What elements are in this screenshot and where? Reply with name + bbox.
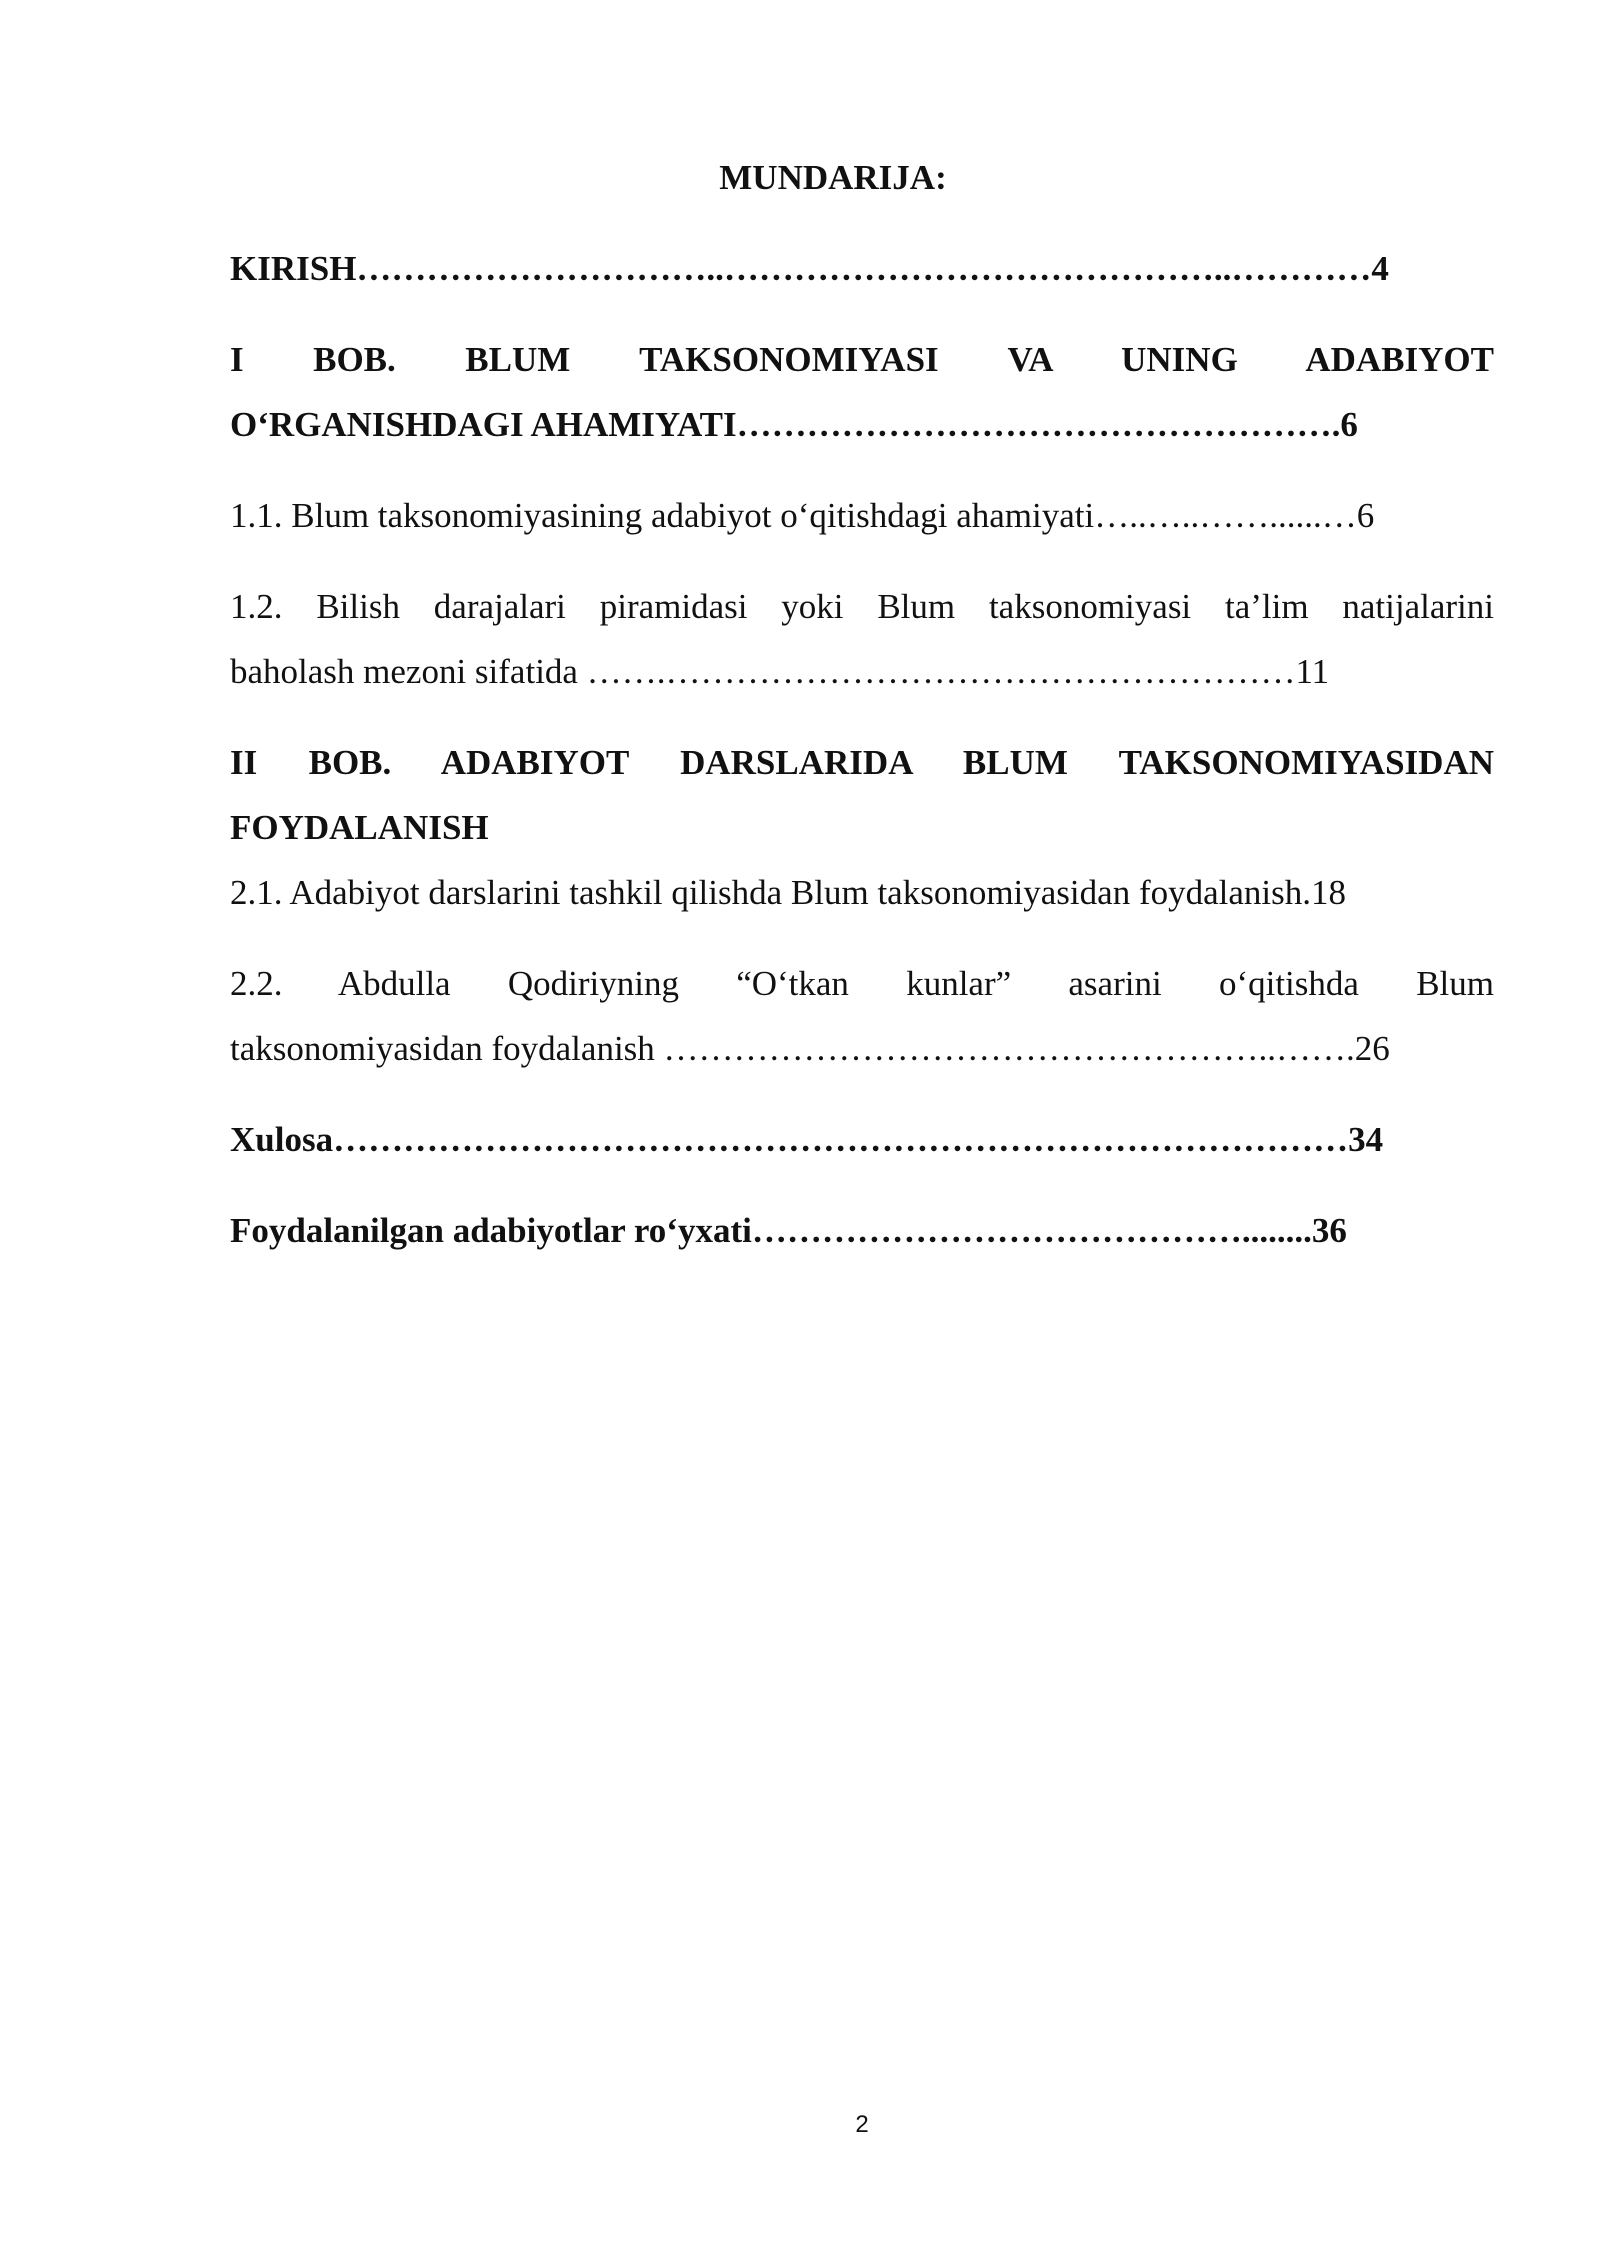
page-number: 2 <box>855 2111 869 2138</box>
toc-entry-section-2-2-line-1: 2.2. Abdulla Qodiriyning “O‘tkan kunlar” asarini o‘qitishda Blum <box>230 964 1494 1003</box>
document-page <box>230 0 1494 2262</box>
toc-entry-chapter-2-line-2: FOYDALANISH <box>230 808 489 847</box>
toc-entry-kirish: KIRISH…………………………..……………………………………..…………4 <box>230 249 1389 288</box>
toc-entry-chapter-1-line-1: I BOB. BLUM TAKSONOMIYASI VA UNING ADABIYOT <box>230 340 1494 379</box>
toc-entry-section-2-1: 2.1. Adabiyot darslarini tashkil qilishda Blum taksonomiyasidan foydalanish.18 <box>230 873 1346 912</box>
toc-entry-xulosa: Xulosa……………………………………………………………………………34 <box>230 1120 1384 1159</box>
toc-title: MUNDARIJA: <box>719 158 947 197</box>
toc-entry-section-2-2-line-2: taksonomiyasidan foydalanish ……………………………………………..…….26 <box>230 1029 1390 1068</box>
toc-entry-section-1-2-line-1: 1.2. Bilish darajalari piramidasi yoki Blum taksonomiyasi ta’lim natijalarini <box>230 587 1494 626</box>
toc-entry-chapter-2-line-1: II BOB. ADABIYOT DARSLARIDA BLUM TAKSONOMIYASIDAN <box>230 743 1494 782</box>
toc-entry-chapter-1-line-2: O‘RGANISHDAGI AHAMIYATI…………………………………………….6 <box>230 405 1358 444</box>
toc-entry-section-1-1: 1.1. Blum taksonomiyasining adabiyot o‘qitishdagi ahamiyati…..…..……......…6 <box>230 496 1375 535</box>
toc-entry-section-1-2-line-2: baholash mezoni sifatida …….………………………………………………11 <box>230 652 1330 691</box>
toc-entry-bibliography: Foydalanilgan adabiyotlar ro‘yxati……………………………………........36 <box>230 1211 1347 1250</box>
